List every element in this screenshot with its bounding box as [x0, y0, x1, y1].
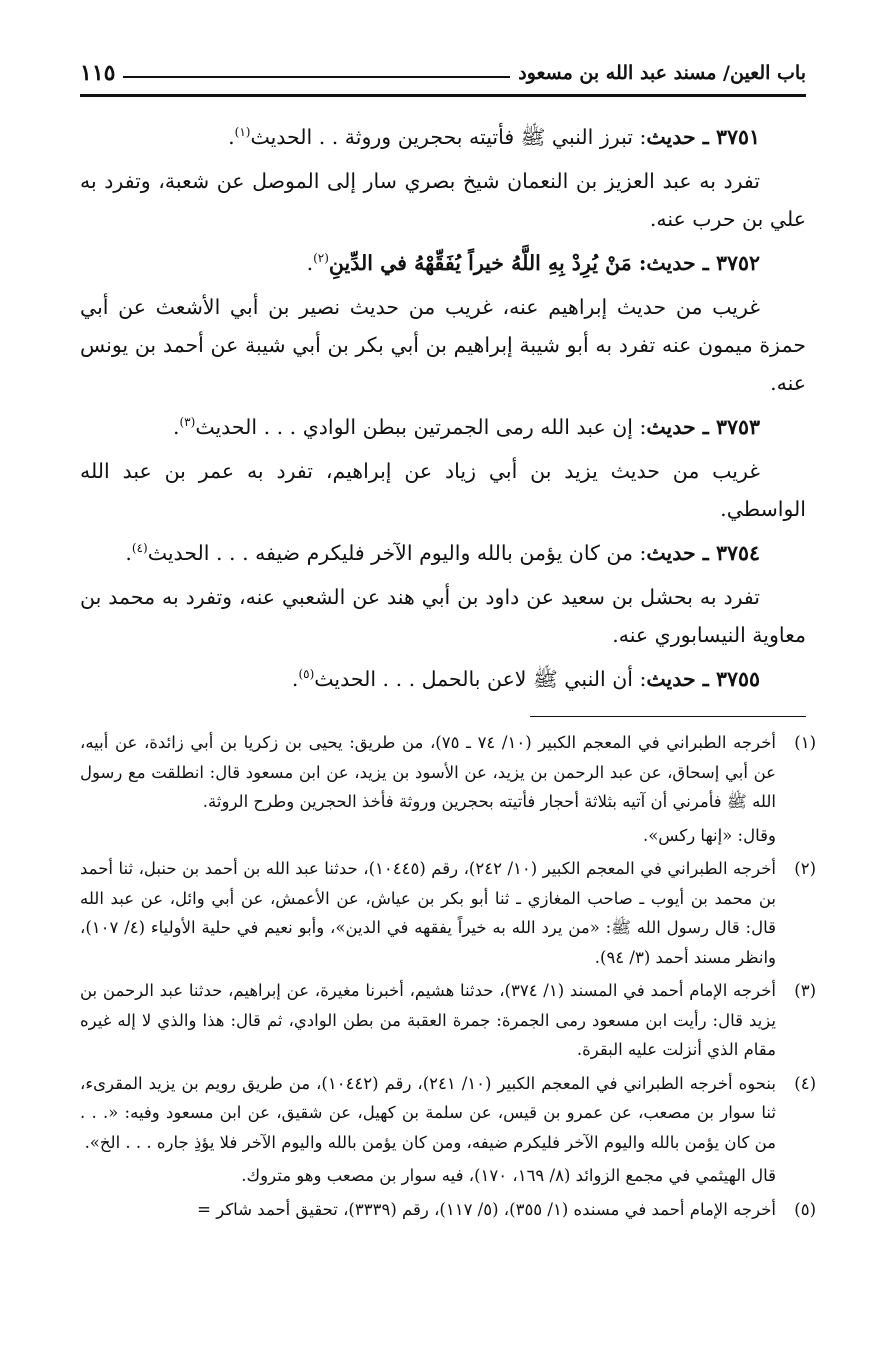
footnote-text: أخرجه الطبراني في المعجم الكبير (١٠/ ٢٤٢)، رقم (١٠٤٤٥)، حدثنا عبد الله بن أحمد بن حنبل، ثنا أحمد بن محمد بن أيوب ـ صاحب المغازي ـ ثنا أبو بكر بن عياش، عن الأعمش، عن أبي وائل، عن عبد الله قال: قال رسول الله ﷺ: «من يرد الله به خيراً يفقهه في الدين»، وأبو نعيم في حلية الأولياء (٤/ ١٠٧)، وانظر مسند أحمد (٣/ ٩٤). [80, 859, 776, 967]
footnote-ref: (٣) [179, 415, 196, 430]
footnote-ref: (٢) [313, 251, 329, 266]
hadith-entry: ٣٧٥٥ ـ حديث: أن النبي ﷺ لاعن بالحمل . . . الحديث$^{(٥)}$. [291, 667, 760, 691]
hadith-text: : مَنْ يُرِدْ بِهِ اللَّهُ خيراً يُفَقِّهْهُ في الدِّينِ [328, 251, 647, 275]
commentary-paragraph: غريب من حديث يزيد بن أبي زياد عن إبراهيم، تفرد به عمر بن عبد الله الواسطي. [80, 459, 806, 521]
hadith-entry: ٣٧٥١ ـ حديث: تبرز النبي ﷺ فأتيته بحجرين وروثة . . الحديث$^{(١)}$. [228, 125, 760, 149]
hadith-label: حديث [646, 541, 696, 565]
main-text [80, 118, 806, 704]
footnote-number: (٣) [794, 981, 816, 1000]
commentary-paragraph: تفرد به بحشل بن سعيد عن داود بن أبي هند عن الشعبي عنه، وتفرد به محمد بن معاوية النيسابوري عنه. [80, 585, 806, 647]
hadith-entry: ٣٧٥٤ ـ حديث: من كان يؤمن بالله واليوم الآخر فليكرم ضيفه . . . الحديث$^{(٤)}$. [125, 541, 760, 565]
footnote [80, 976, 816, 1065]
footnote-continuation: قال الهيثمي في مجمع الزوائد (٨/ ١٦٩، ١٧٠)، فيه سوار بن مصعب وهو متروك. [241, 1166, 776, 1185]
header-leader-line [123, 76, 510, 78]
hadith-entry: ٣٧٥٣ ـ حديث: إن عبد الله رمى الجمرتين ببطن الوادي . . . الحديث$^{(٣)}$. [172, 415, 760, 439]
commentary-paragraph: تفرد به عبد العزيز بن النعمان شيخ بصري سار إلى الموصل عن شعبة، وتفرد به علي بن حرب عنه. [80, 169, 806, 231]
footnote-number: (٢) [794, 859, 816, 878]
footnote-continuation: وقال: «إنها ركس». [642, 825, 776, 845]
header-rule [80, 94, 806, 97]
commentary-paragraph: غريب من حديث إبراهيم عنه، غريب من حديث نصير بن أبي الأشعث عن أبي حمزة ميمون عنه تفرد به أبو شيبة إبراهيم بن أبي بكر بن أبي شيبة عن أحمد بن يونس عنه. [80, 295, 806, 395]
footnote-number: (٤) [794, 1073, 816, 1093]
hadith-entry: ٣٧٥٢ ـ حديث: مَنْ يُرِدْ بِهِ اللَّهُ خيراً يُفَقِّهْهُ في الدِّينِ$^{(٢)}$. [306, 251, 760, 275]
chapter-title: باب العين/ مسند عبد الله بن مسعود [518, 62, 806, 84]
footnote-ref: (١) [234, 125, 251, 140]
footnote-ref: (٤) [131, 541, 148, 556]
hadith-number: ٣٧٥٤ [715, 541, 760, 565]
footnote [80, 854, 816, 972]
footnote-text: بنحوه أخرجه الطبراني في المعجم الكبير (١٠/ ٢٤١)، رقم (١٠٤٤٢)، من طريق رويم بن يزيد المقرىء، ثنا سوار بن مصعب، عن عمرو بن قيس، عن سلمة بن كهيل، عن شقيق، عن ابن مسعود وفيه: «. . . من كان يؤمن بالله واليوم الآخر فليكرم ضيفه، ومن كان يؤمن بالله واليوم الآخر فلا يؤذِ جاره . . . الخ». [80, 1073, 776, 1152]
footnote [80, 1069, 816, 1158]
running-header [80, 52, 806, 90]
hadith-label: حديث [646, 667, 696, 691]
footnote [80, 728, 816, 817]
footnote-text: أخرجه الإمام أحمد في مسنده (١/ ٣٥٥)، (٥/ ١١٧)، رقم (٣٣٣٩)، تحقيق أحمد شاكر = [197, 1199, 776, 1219]
footnote-text: أخرجه الإمام أحمد في المسند (١/ ٣٧٤)، حدثنا هشيم، أخبرنا مغيرة، عن إبراهيم، حدثنا عبد الرحمن بن يزيد قال: رأيت ابن مسعود رمى الجمرة: جمرة العقبة من بطن الوادي، ثم قال: هذا والذي لا إله غيره مقام الذي أنزلت عليه البقرة. [80, 981, 776, 1059]
footnote-separator [530, 716, 806, 717]
footnote-number: (١) [794, 733, 816, 752]
footnote-ref: (٥) [298, 667, 315, 682]
footnote [80, 1195, 816, 1225]
hadith-number: ٣٧٥٥ [715, 667, 760, 691]
footnotes [80, 728, 816, 1228]
hadith-label: حديث [646, 415, 696, 439]
footnote-number: (٥) [794, 1199, 816, 1219]
hadith-label: حديث [646, 251, 696, 275]
footnote-text: أخرجه الطبراني في المعجم الكبير (١٠/ ٧٤ ـ ٧٥)، من طريق: يحيى بن زكريا بن أبي زائدة، عن أبيه، عن أبي إسحاق، عن عبد الرحمن بن يزيد، عن الأسود بن يزيد، عن ابن مسعود قال: انطلقت مع رسول الله ﷺ فأمرني أن آتيه بثلاثة أحجار فأتيته بحجرين وروثة فأخذ الحجرين وطرح الروثة. [80, 733, 776, 811]
hadith-number: ٣٧٥٢ [715, 251, 760, 275]
hadith-number: ٣٧٥١ [715, 125, 760, 149]
page-number: ١١٥ [80, 60, 116, 86]
hadith-label: حديث [646, 125, 696, 149]
hadith-text: : تبرز النبي ﷺ فأتيته بحجرين وروثة . . الحديث [250, 125, 647, 149]
hadith-text: : من كان يؤمن بالله واليوم الآخر فليكرم ضيفه . . . الحديث [147, 541, 647, 565]
hadith-text: : أن النبي ﷺ لاعن بالحمل . . . الحديث [314, 667, 647, 691]
hadith-number: ٣٧٥٣ [715, 415, 760, 439]
hadith-text: : إن عبد الله رمى الجمرتين ببطن الوادي . . . الحديث [195, 415, 647, 439]
